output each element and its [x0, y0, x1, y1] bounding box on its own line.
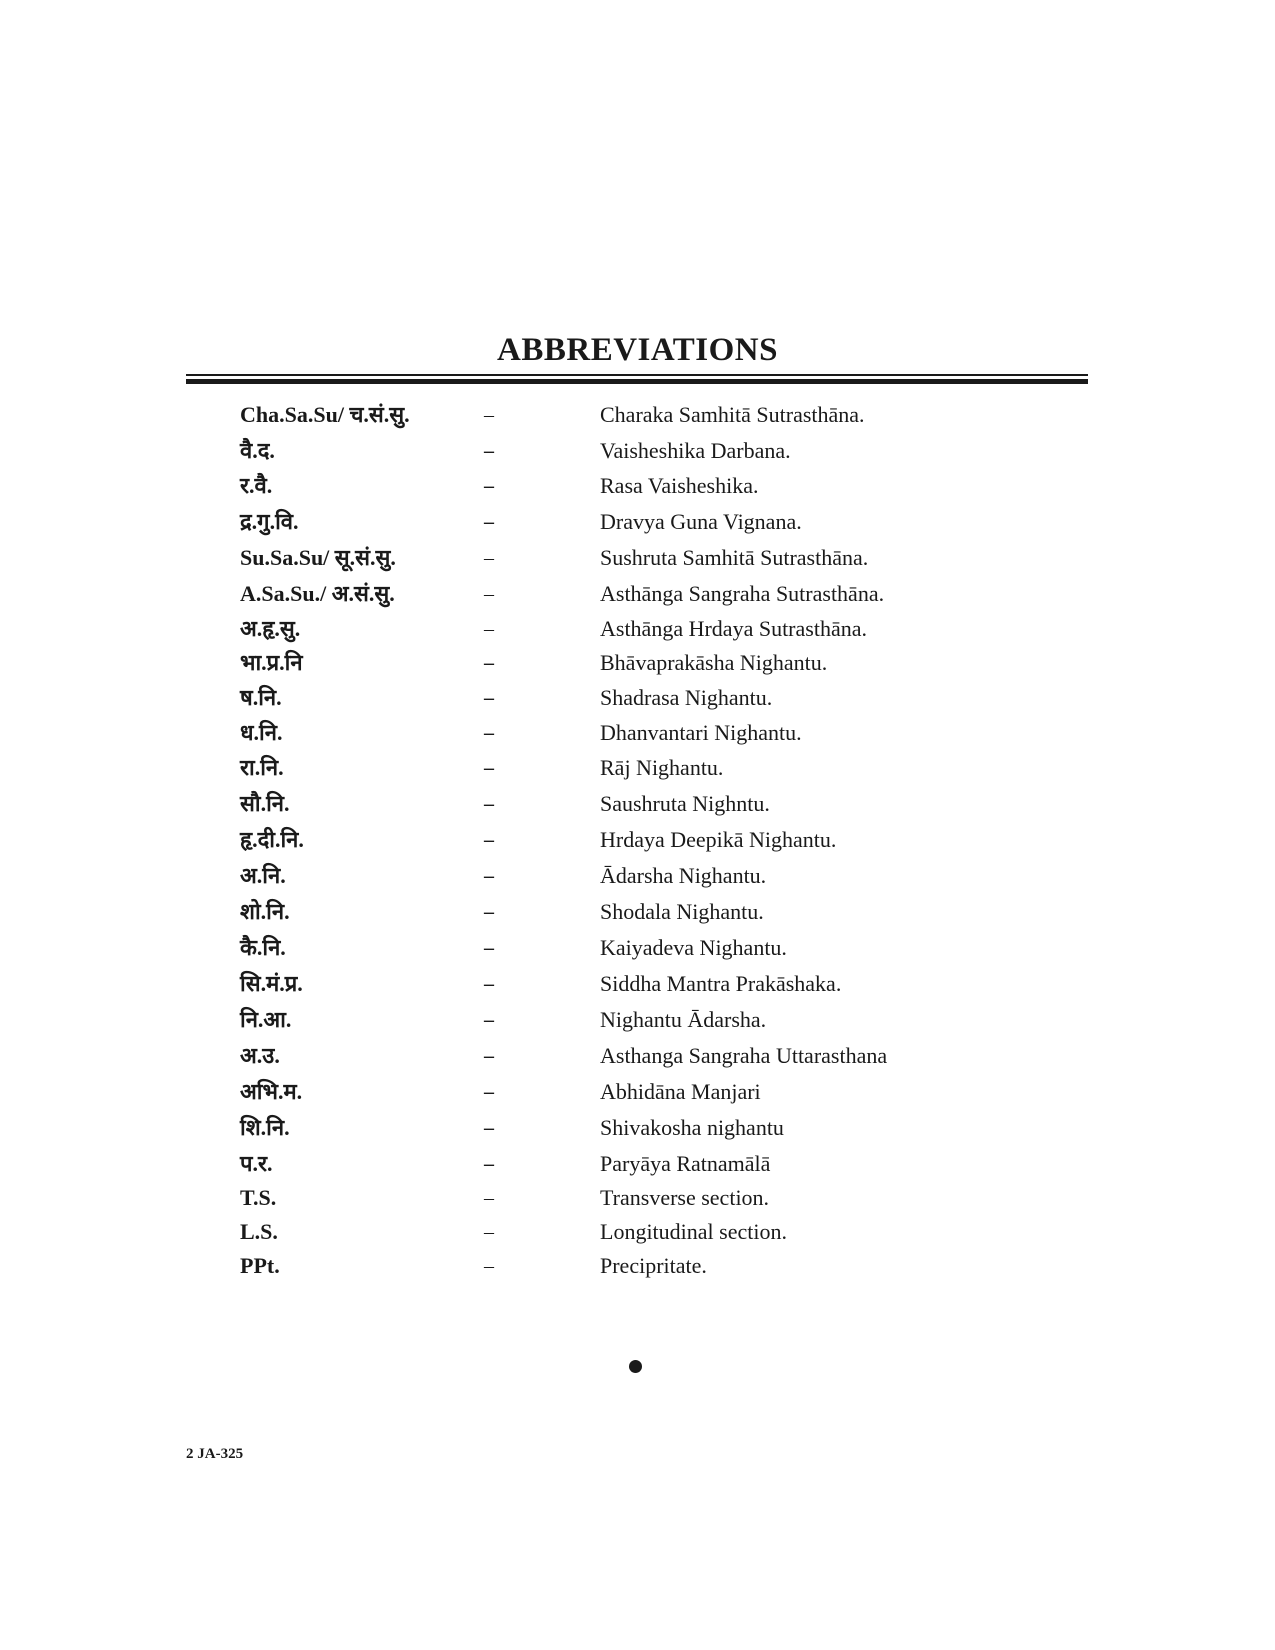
abbreviation-meaning: Shivakosha nighantu — [600, 1115, 784, 1140]
abbreviation-meaning: Charaka Samhitā Sutrasthāna. — [600, 402, 865, 427]
abbreviation-term: A.Sa.Su./ अ.सं.सु. — [240, 581, 395, 606]
title-rule-thick — [186, 379, 1088, 384]
abbreviation-row — [0, 648, 1275, 684]
abbreviation-meaning: Transverse section. — [600, 1185, 770, 1210]
abbreviation-row — [0, 969, 1275, 1005]
abbreviation-meaning: Precipritate. — [600, 1253, 707, 1278]
abbreviation-term: अभि.म. — [240, 1079, 303, 1104]
abbreviation-meaning: Paryāya Ratnamālā — [600, 1151, 771, 1176]
separator-dash: – — [484, 793, 494, 815]
abbreviation-term: ष.नि. — [240, 685, 282, 710]
abbreviation-meaning: Nighantu Ādarsha. — [600, 1007, 767, 1032]
abbreviation-meaning: Longitudinal section. — [600, 1219, 787, 1244]
abbreviation-term: PPt. — [240, 1253, 280, 1278]
abbreviation-term: सौ.नि. — [240, 791, 290, 816]
abbreviation-meaning: Bhāvaprakāsha Nighantu. — [600, 650, 828, 675]
abbreviation-term: शो.नि. — [240, 899, 290, 924]
abbreviation-row — [0, 579, 1275, 615]
section-end-bullet — [629, 1360, 642, 1373]
abbreviation-meaning: Dravya Guna Vignana. — [600, 509, 802, 534]
abbreviation-row — [0, 1041, 1275, 1077]
abbreviation-meaning: Abhidāna Manjari — [600, 1079, 761, 1104]
abbreviation-meaning: Asthanga Sangraha Uttarasthana — [600, 1043, 888, 1068]
abbreviation-meaning: Asthānga Hrdaya Sutrasthāna. — [600, 616, 867, 641]
abbreviation-meaning: Sushruta Samhitā Sutrasthāna. — [600, 545, 869, 570]
title-rule-thin — [186, 374, 1088, 376]
abbreviation-meaning: Hrdaya Deepikā Nighantu. — [600, 827, 837, 852]
abbreviation-term: भा.प्र.नि — [240, 650, 303, 675]
abbreviation-meaning: Rasa Vaisheshika. — [600, 473, 759, 498]
abbreviation-term: प.र. — [240, 1151, 273, 1176]
abbreviation-row — [0, 471, 1275, 507]
abbreviation-meaning: Saushruta Nighntu. — [600, 791, 770, 816]
abbreviation-row — [0, 436, 1275, 472]
separator-dash: – — [484, 937, 494, 959]
abbreviation-term: L.S. — [240, 1219, 278, 1244]
abbreviation-term: अ.हृ.सु. — [240, 616, 301, 641]
separator-dash: – — [484, 1221, 494, 1243]
abbreviation-row — [0, 1251, 1275, 1287]
abbreviation-row — [0, 614, 1275, 650]
abbreviation-meaning: Ādarsha Nighantu. — [600, 863, 767, 888]
footer-code: 2 JA-325 — [186, 1446, 244, 1462]
abbreviation-row — [0, 861, 1275, 897]
abbreviation-row — [0, 897, 1275, 933]
page-title: ABBREVIATIONS — [497, 332, 778, 368]
abbreviation-meaning: Shadrasa Nighantu. — [600, 685, 773, 710]
separator-dash: – — [484, 687, 494, 709]
separator-dash: – — [484, 583, 494, 605]
abbreviation-row — [0, 1183, 1275, 1219]
separator-dash: – — [484, 757, 494, 779]
abbreviation-term: अ.उ. — [240, 1043, 280, 1068]
abbreviation-meaning: Shodala Nighantu. — [600, 899, 764, 924]
abbreviation-term: ध.नि. — [240, 720, 283, 745]
separator-dash: – — [484, 1153, 494, 1175]
separator-dash: – — [484, 652, 494, 674]
separator-dash: – — [484, 901, 494, 923]
abbreviation-row — [0, 718, 1275, 754]
abbreviation-term: T.S. — [240, 1185, 277, 1210]
abbreviation-term: र.वै. — [240, 473, 273, 498]
abbreviation-row — [0, 683, 1275, 719]
separator-dash: – — [484, 618, 494, 640]
separator-dash: – — [484, 722, 494, 744]
abbreviation-row — [0, 1077, 1275, 1113]
abbreviation-term: अ.नि. — [240, 863, 286, 888]
abbreviation-meaning: Kaiyadeva Nighantu. — [600, 935, 787, 960]
abbreviation-row — [0, 753, 1275, 789]
separator-dash: – — [484, 1009, 494, 1031]
abbreviation-term: Su.Sa.Su/ सू.सं.सु. — [240, 545, 396, 570]
separator-dash: – — [484, 440, 494, 462]
abbreviation-meaning: Dhanvantari Nighantu. — [600, 720, 802, 745]
separator-dash: – — [484, 511, 494, 533]
abbreviation-row — [0, 1113, 1275, 1149]
abbreviation-meaning: Asthānga Sangraha Sutrasthāna. — [600, 581, 885, 606]
abbreviation-term: शि.नि. — [240, 1115, 290, 1140]
separator-dash: – — [484, 1081, 494, 1103]
abbreviation-row — [0, 543, 1275, 579]
abbreviation-term: रा.नि. — [240, 755, 284, 780]
separator-dash: – — [484, 1045, 494, 1067]
abbreviation-term: Cha.Sa.Su/ च.सं.सु. — [240, 402, 410, 427]
abbreviation-term: नि.आ. — [240, 1007, 292, 1032]
abbreviation-term: हृ.दी.नि. — [240, 827, 304, 852]
abbreviation-term: द्र.गु.वि. — [240, 509, 299, 534]
separator-dash: – — [484, 1255, 494, 1277]
abbreviation-row — [0, 1217, 1275, 1253]
abbreviation-meaning: Rāj Nighantu. — [600, 755, 724, 780]
separator-dash: – — [484, 547, 494, 569]
separator-dash: – — [484, 1187, 494, 1209]
abbreviation-term: वै.द. — [240, 438, 275, 463]
abbreviation-row — [0, 825, 1275, 861]
abbreviation-row — [0, 1005, 1275, 1041]
abbreviation-meaning: Siddha Mantra Prakāshaka. — [600, 971, 842, 996]
separator-dash: – — [484, 475, 494, 497]
abbreviation-row — [0, 1149, 1275, 1185]
separator-dash: – — [484, 404, 494, 426]
abbreviation-row — [0, 933, 1275, 969]
abbreviation-term: सि.मं.प्र. — [240, 971, 303, 996]
separator-dash: – — [484, 973, 494, 995]
abbreviation-meaning: Vaisheshika Darbana. — [600, 438, 791, 463]
separator-dash: – — [484, 829, 494, 851]
separator-dash: – — [484, 865, 494, 887]
separator-dash: – — [484, 1117, 494, 1139]
abbreviation-term: कै.नि. — [240, 935, 286, 960]
abbreviation-row — [0, 507, 1275, 543]
abbreviation-row — [0, 789, 1275, 825]
abbreviation-row — [0, 400, 1275, 436]
